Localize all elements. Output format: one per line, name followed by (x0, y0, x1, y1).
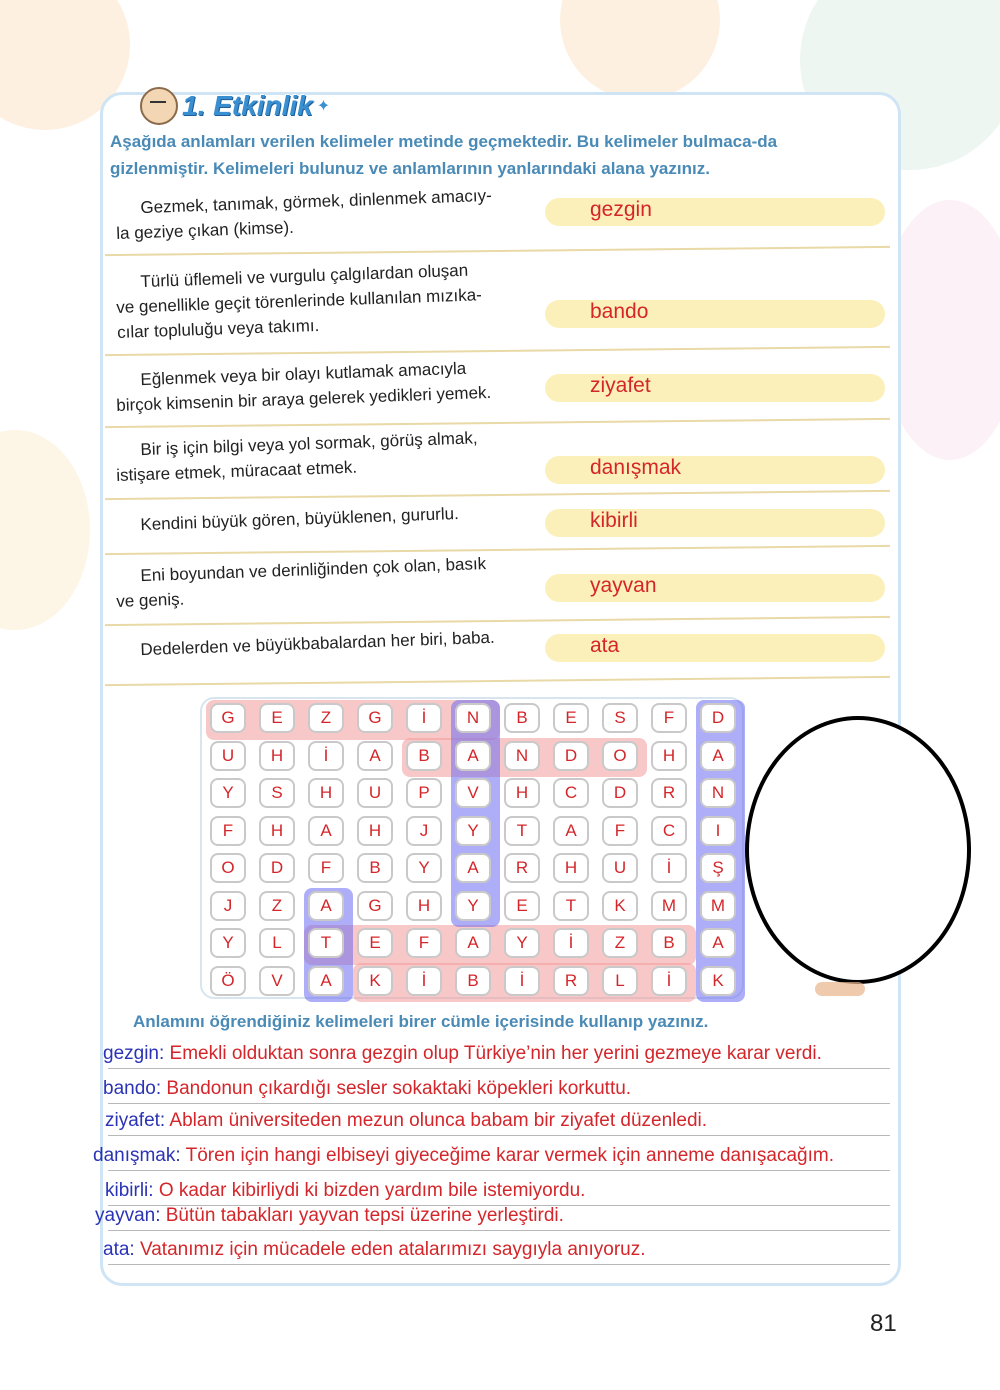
sentence (103, 1078, 631, 1100)
definition-row (105, 505, 890, 551)
puzzle-cell[interactable]: E (553, 703, 589, 733)
definition-text (115, 257, 483, 345)
puzzle-cell[interactable]: Y (210, 778, 246, 808)
definition-line: cılar topluluğu veya takımı. (116, 315, 320, 342)
puzzle-cell[interactable]: İ (406, 703, 442, 733)
puzzle-cell[interactable]: A (308, 816, 344, 846)
puzzle-cell[interactable]: B (406, 741, 442, 771)
blank-oval (745, 716, 971, 984)
pencil-shavings-icon (815, 982, 865, 996)
puzzle-cell[interactable]: H (259, 741, 295, 771)
sentence (95, 1205, 564, 1227)
puzzle-cell[interactable]: C (651, 816, 687, 846)
puzzle-cell[interactable]: Ö (210, 966, 246, 996)
puzzle-cell[interactable]: B (504, 703, 540, 733)
puzzle-cell[interactable]: A (357, 741, 393, 771)
definition-line: ve geniş. (115, 589, 185, 611)
puzzle-cell[interactable]: Y (210, 928, 246, 958)
sentence-text: Bandonun çıkardığı sesler sokaktaki köpekleri korkuttu. (161, 1078, 632, 1099)
sentence-text: O kadar kibirliydi ki bizden yardım bile istemiyordu. (153, 1180, 586, 1201)
definition-line: Gezmek, tanımak, görmek, dinlenmek amacıy- (140, 185, 493, 218)
definition-row (105, 556, 890, 622)
sentence (103, 1043, 822, 1065)
answer-text: yayvan (590, 574, 657, 597)
puzzle-cell[interactable]: S (259, 778, 295, 808)
definition-text (115, 355, 492, 418)
puzzle-cell[interactable]: F (210, 816, 246, 846)
sentence-word: bando: (103, 1078, 162, 1099)
sentence-text: Emekli olduktan sonra gezgin olup Türkiye’nin her yerini gezmeye karar verdi. (164, 1043, 822, 1064)
puzzle-cell[interactable]: H (504, 778, 540, 808)
definition-row (105, 185, 890, 252)
puzzle-cell[interactable]: V (259, 966, 295, 996)
puzzle-cell[interactable]: A (308, 891, 344, 921)
puzzle-cell[interactable]: N (455, 703, 491, 733)
puzzle-cell[interactable]: U (210, 741, 246, 771)
page-number: 81 (870, 1310, 897, 1337)
puzzle-cell[interactable]: G (210, 703, 246, 733)
sentence-word: yayvan: (95, 1205, 161, 1226)
puzzle-cell[interactable]: B (651, 928, 687, 958)
definition-line: Bir iş için bilgi veya yol sormak, görüş almak, (140, 428, 478, 460)
puzzle-cell[interactable]: T (308, 928, 344, 958)
puzzle-cell[interactable]: D (602, 778, 638, 808)
puzzle-cell[interactable]: F (602, 816, 638, 846)
sentence-word: gezgin: (103, 1043, 165, 1064)
puzzle-cell[interactable]: G (357, 891, 393, 921)
writing-line (108, 1230, 890, 1231)
puzzle-cell[interactable]: H (651, 741, 687, 771)
puzzle-cell[interactable]: U (602, 853, 638, 883)
puzzle-cell[interactable]: E (259, 703, 295, 733)
sentence-word: ziyafet: (105, 1110, 166, 1131)
puzzle-cell[interactable]: V (455, 778, 491, 808)
puzzle-cell[interactable]: İ (553, 928, 589, 958)
puzzle-cell[interactable]: J (210, 891, 246, 921)
puzzle-cell[interactable]: Y (455, 816, 491, 846)
background-circle (560, 0, 720, 100)
puzzle-cell[interactable]: A (553, 816, 589, 846)
child-mascot-icon (140, 87, 178, 125)
definition-line: Türlü üflemeli ve vurgulu çalgılardan oluşan (140, 260, 469, 292)
definition-line: Kendini büyük gören, büyüklenen, gururlu. (140, 504, 460, 535)
puzzle-cell[interactable]: O (602, 741, 638, 771)
sentence-text: Tören için hangi elbiseyi giyeceğime karar vermek için anneme danışacağım. (180, 1145, 835, 1166)
puzzle-cell[interactable]: D (700, 703, 736, 733)
puzzle-cell[interactable]: B (455, 966, 491, 996)
sentence (105, 1110, 707, 1132)
definition-text (115, 183, 493, 246)
puzzle-cell[interactable]: İ (308, 741, 344, 771)
writing-line (108, 1135, 890, 1136)
puzzle-cell[interactable]: D (553, 741, 589, 771)
puzzle-cell[interactable]: G (357, 703, 393, 733)
puzzle-cell[interactable]: M (700, 891, 736, 921)
sentence-text: Vatanımız için mücadele eden atalarımızı saygıyla anıyoruz. (134, 1239, 646, 1260)
writing-line (108, 1264, 890, 1265)
sentence-text: Ablam üniversiteden mezun olunca babam bir ziyafet düzenledi. (165, 1110, 708, 1131)
writing-line (108, 1170, 890, 1171)
sentence (93, 1145, 834, 1167)
puzzle-cell[interactable]: İ (651, 853, 687, 883)
definition-line: Eğlenmek veya bir olayı kutlamak amacıyla (140, 358, 467, 390)
sentence-word: ata: (103, 1239, 135, 1260)
writing-line (108, 1068, 890, 1069)
definition-row (105, 430, 890, 496)
definition-text (115, 501, 459, 538)
puzzle-cell[interactable]: N (700, 778, 736, 808)
definition-line: Eni boyundan ve derinliğinden çok olan, basık (140, 554, 487, 586)
definition-line: birçok kimsenin bir araya gelerek yedikleri yemek. (115, 382, 492, 415)
puzzle-cell[interactable]: Y (455, 891, 491, 921)
activity-header (140, 86, 330, 126)
background-circle (0, 430, 90, 630)
puzzle-cell[interactable]: A (308, 966, 344, 996)
sentence (103, 1239, 646, 1261)
definition-line: la geziye çıkan (kimse). (115, 217, 295, 243)
sentence-word: kibirli: (105, 1180, 154, 1201)
puzzle-cell[interactable]: A (455, 853, 491, 883)
puzzle-cell[interactable]: K (700, 966, 736, 996)
instructions: Aşağıda anlamları verilen kelimeler metinde geçmektedir. Bu kelimeler bulmaca-da gizlenmiştir. Kelimeleri bulunuz ve anlamlarının yanlarındaki alana yazınız. (110, 132, 778, 178)
puzzle-cell[interactable]: A (700, 741, 736, 771)
definition-row (105, 262, 890, 352)
definition-row (105, 360, 890, 424)
definition-line: istişare etmek, müracaat etmek. (115, 457, 358, 485)
star-icon: ✦ (316, 98, 331, 115)
answer-text: ata (590, 634, 620, 657)
puzzle-cell[interactable]: R (651, 778, 687, 808)
puzzle-cell[interactable]: E (504, 891, 540, 921)
puzzle-cell[interactable]: Y (504, 928, 540, 958)
puzzle-cell[interactable]: M (651, 891, 687, 921)
definition-text (115, 425, 479, 488)
puzzle-cell[interactable]: H (308, 778, 344, 808)
word-search-grid (200, 697, 744, 999)
sentences-title: Anlamını öğrendiğiniz kelimeleri birer cümle içerisinde kullanıp yazınız. (133, 1012, 709, 1031)
puzzle-cell[interactable]: H (357, 816, 393, 846)
puzzle-cell[interactable]: H (406, 891, 442, 921)
puzzle-cell[interactable]: O (210, 853, 246, 883)
puzzle-cell[interactable]: P (406, 778, 442, 808)
puzzle-cell[interactable]: F (406, 928, 442, 958)
puzzle-cell[interactable]: T (553, 891, 589, 921)
sentence-word: danışmak: (93, 1145, 181, 1166)
puzzle-cell[interactable]: R (504, 853, 540, 883)
puzzle-cell[interactable]: U (357, 778, 393, 808)
puzzle-cell[interactable]: L (259, 928, 295, 958)
puzzle-cell[interactable]: A (455, 741, 491, 771)
puzzle-cell[interactable]: F (308, 853, 344, 883)
puzzle-cell[interactable]: İ (504, 966, 540, 996)
sentence (105, 1180, 585, 1202)
definition-line: ve genellikle geçit törenlerinde kullanılan mızıka- (115, 285, 483, 317)
puzzle-cell[interactable]: A (455, 928, 491, 958)
puzzle-cell[interactable]: B (357, 853, 393, 883)
definition-text (115, 551, 487, 614)
puzzle-cell[interactable]: İ (406, 966, 442, 996)
puzzle-cell[interactable]: Y (406, 853, 442, 883)
puzzle-cell[interactable]: R (553, 966, 589, 996)
activity-title: 1. Etkinlik (182, 90, 313, 121)
puzzle-cell[interactable]: K (357, 966, 393, 996)
puzzle-cell[interactable]: Z (308, 703, 344, 733)
puzzle-cell[interactable]: F (651, 703, 687, 733)
puzzle-cell[interactable]: H (553, 853, 589, 883)
puzzle-cell[interactable]: T (504, 816, 540, 846)
puzzle-cell[interactable]: J (406, 816, 442, 846)
puzzle-cell[interactable]: K (602, 891, 638, 921)
puzzle-cell[interactable]: L (602, 966, 638, 996)
answer-text: bando (590, 300, 649, 323)
puzzle-cell[interactable]: Z (259, 891, 295, 921)
puzzle-cell[interactable]: I (700, 816, 736, 846)
puzzle-cell[interactable]: H (259, 816, 295, 846)
puzzle-cell[interactable]: N (504, 741, 540, 771)
answer-text: kibirli (590, 509, 638, 532)
puzzle-cell[interactable]: S (602, 703, 638, 733)
answer-text: ziyafet (590, 374, 651, 397)
puzzle-cell[interactable]: E (357, 928, 393, 958)
puzzle-cell[interactable]: Z (602, 928, 638, 958)
definition-row (105, 627, 890, 682)
puzzle-cell[interactable]: D (259, 853, 295, 883)
answer-text: danışmak (590, 456, 682, 479)
writing-line (108, 1103, 890, 1104)
puzzle-cell[interactable]: A (700, 928, 736, 958)
puzzle-cell[interactable]: Ş (700, 853, 736, 883)
definition-text (115, 625, 495, 663)
puzzle-cell[interactable]: C (553, 778, 589, 808)
puzzle-cell[interactable]: İ (651, 966, 687, 996)
answer-text: gezgin (590, 198, 652, 221)
sentence-text: Bütün tabakları yayvan tepsi üzerine yerleştirdi. (160, 1205, 564, 1226)
definition-line: Dedelerden ve büyükbabalardan her biri, baba. (140, 627, 495, 660)
